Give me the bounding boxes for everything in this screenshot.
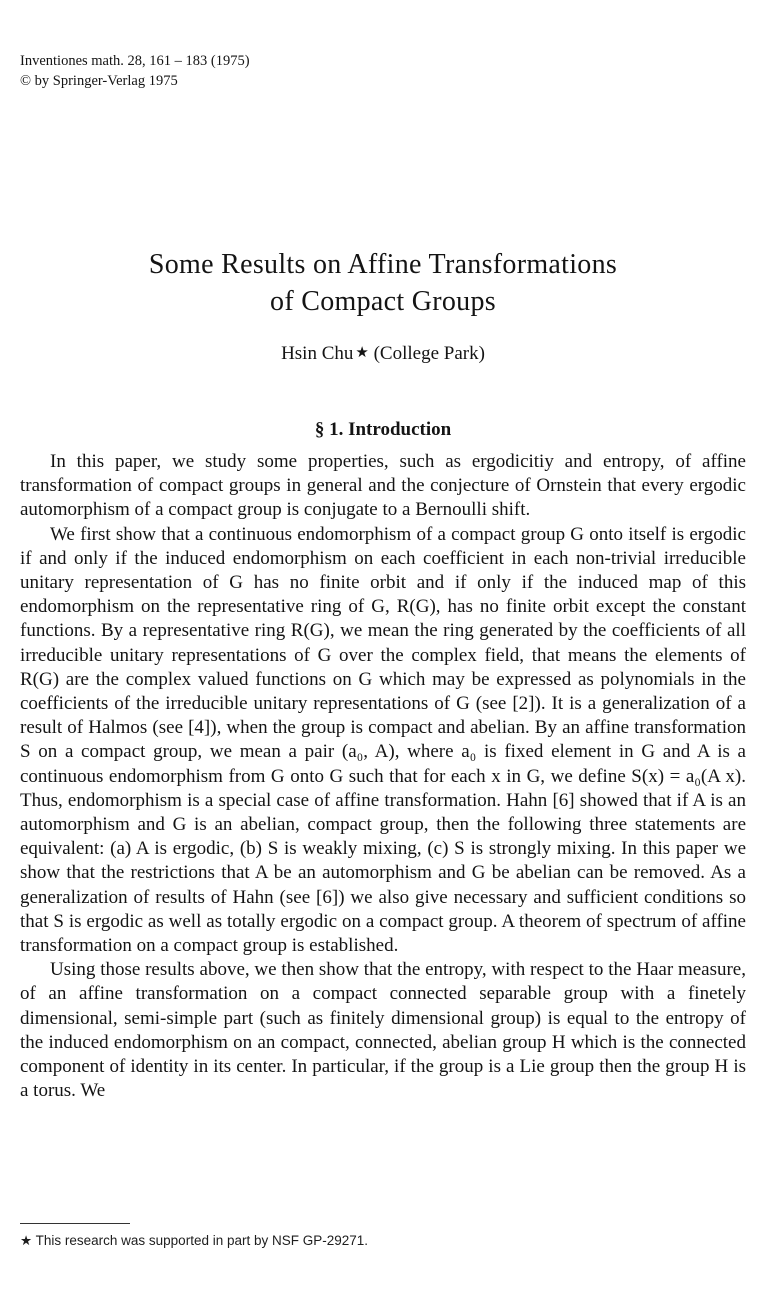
journal-citation: Inventiones math. 28, 161 – 183 (1975) (20, 53, 250, 69)
journal-masthead (20, 51, 250, 91)
body-text (20, 450, 746, 1103)
title-line-1: Some Results on Affine Transformations (148, 249, 618, 280)
footnote-text: This research was supported in part by NSF GP-29271. (35, 1233, 369, 1248)
title-line-2: of Compact Groups (270, 286, 496, 317)
footnote (20, 1232, 368, 1250)
copyright-line: © by Springer-Verlag 1975 (20, 73, 178, 89)
paper-title (0, 246, 766, 320)
footnote-mark: ★ (20, 1233, 33, 1248)
author-affiliation: (College Park) (373, 343, 485, 364)
author-name: Hsin Chu (281, 343, 354, 364)
paragraph-1: In this paper, we study some properties, such as ergodicitiy and entropy, of affine transformation of compact groups in general and the conjecture of Ornstein that every ergodic automorphism of a compact group is conjugate to a Bernoulli shift. (20, 451, 746, 521)
author-line (0, 341, 766, 366)
section-heading: § 1. Introduction (314, 419, 452, 440)
author-footnote-mark: ★ (355, 345, 369, 361)
footnote-divider (20, 1223, 130, 1224)
paragraph-3: Using those results above, we then show that the entropy, with respect to the Haar measure, of an affine transformation on a compact connected separable group with a finetely dimensional, semi-simple part (such as finitely dimensional group) is equal to the entropy of the induced endomorphism on an compact, connected, abelian group H which is the connected component of identity in its center. In particular, if the group is a Lie group then the group H is a torus. We (20, 959, 746, 1102)
paragraph-2: We first show that a continuous endomorphism of a compact group G onto itself is ergodic if and only if the induced endomorphism on each coefficient in each non-trivial irreducible unitary representation of G has no finite orbit and if only if the induced map of this endomorphism on the representative ring of G, R(G), has no finite orbit except the constant functions. By a representative ring R(G), we mean the ring generated by the coefficients of all irreducible unitary representations of G over the complex field, that means the elements of R(G) are the complex valued functions on G which may be expressed as polynomials in the coefficients of the irreducible unitary representations of G (see [2]). It is a generalization of a result of Halmos (see [4]), when the group is compact and abelian. By an affine transformation S on a compact group, we mean a pair (a₀, A), where a₀ is fixed element in G and A is a continuous endomorphism from G onto G such that for each x in G, we define S(x) = a₀(A x). Thus, endomorphism is a special case of affine transformation. Hahn [6] showed that if A is an automorphism and G is an abelian, compact group, then the following three statements are equivalent: (a) A is ergodic, (b) S is weakly mixing, (c) S is strongly mixing. In this paper we show that the restrictions that A be an automorphism and G be abelian can be removed. As a generalization of results of Hahn (see [6]) we also give necessary and sufficient conditions so that S is ergodic as well as totally ergodic on a compact group. A theorem of spectrum of affine transformation on a compact group is established. (20, 523, 746, 957)
